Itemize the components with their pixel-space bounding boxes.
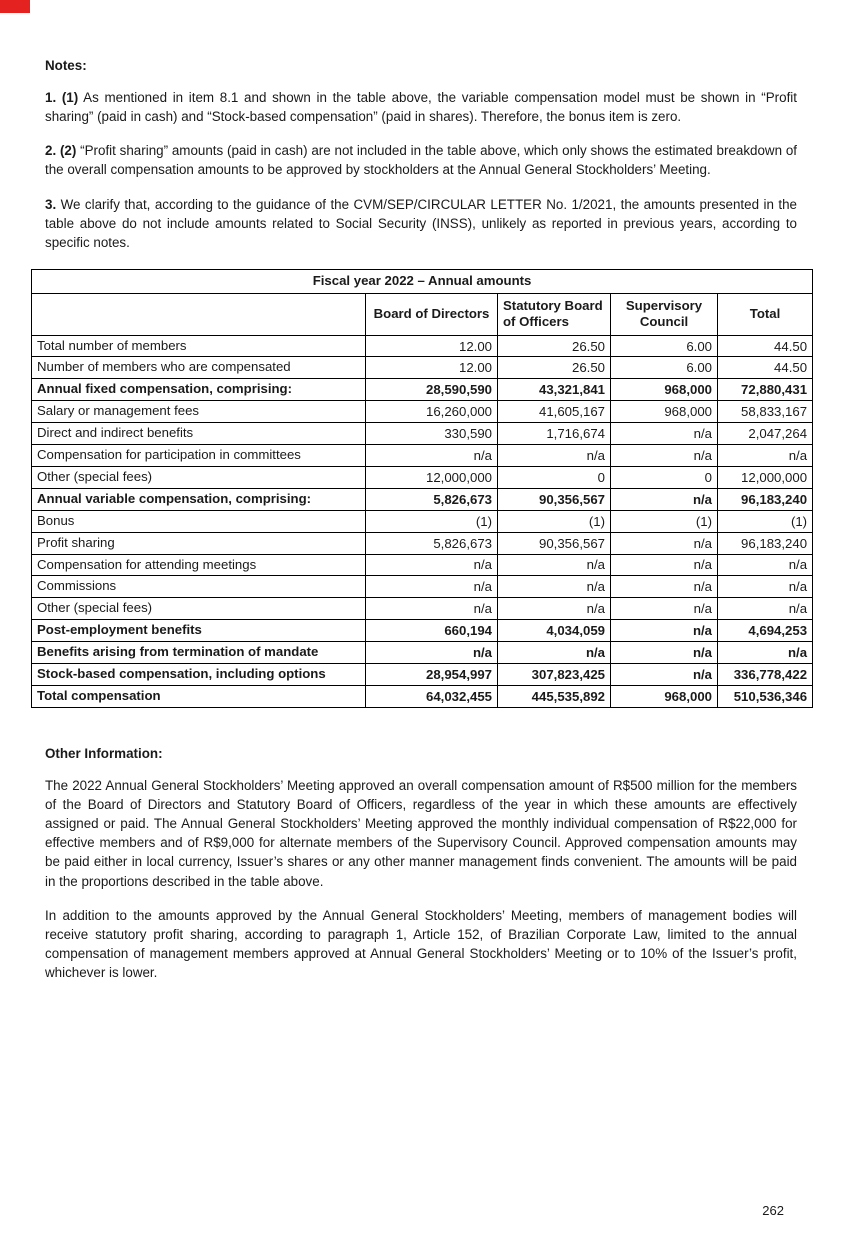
row-value: 5,826,673	[366, 488, 498, 510]
page-number: 262	[762, 1203, 784, 1218]
row-value: n/a	[498, 642, 611, 664]
table-row	[32, 357, 813, 379]
row-value: n/a	[366, 576, 498, 598]
table-row	[32, 466, 813, 488]
row-value: n/a	[366, 554, 498, 576]
row-value: 0	[498, 466, 611, 488]
column-header-statutory-board: Statutory Board of Officers	[498, 293, 611, 335]
row-value: 510,536,346	[718, 685, 813, 707]
table-row	[32, 401, 813, 423]
row-value: 96,183,240	[718, 488, 813, 510]
row-label: Annual fixed compensation, comprising:	[32, 379, 366, 401]
table-title: Fiscal year 2022 – Annual amounts	[32, 270, 813, 294]
table-row	[32, 445, 813, 467]
table-row	[32, 532, 813, 554]
row-label: Profit sharing	[32, 532, 366, 554]
table-title-row	[32, 270, 813, 294]
note-text: We clarify that, according to the guidance of the CVM/SEP/CIRCULAR LETTER No. 1/2021, the amounts presented in the table above do not include amounts related to Social Security (INSS), unlikely as reported in previous years, according to specific notes.	[45, 196, 797, 250]
other-information-heading: Other Information:	[45, 745, 163, 761]
row-label: Other (special fees)	[32, 598, 366, 620]
column-header-board-of-directors: Board of Directors	[366, 293, 498, 335]
row-value: n/a	[611, 598, 718, 620]
row-value: 72,880,431	[718, 379, 813, 401]
row-value: 336,778,422	[718, 663, 813, 685]
row-value: 44.50	[718, 335, 813, 357]
table-header-row	[32, 293, 813, 335]
page-corner-marker	[0, 0, 30, 13]
note-paragraph-3	[45, 195, 797, 252]
note-paragraph-2	[45, 141, 797, 179]
row-value: 12,000,000	[718, 466, 813, 488]
row-value: 660,194	[366, 620, 498, 642]
table-row	[32, 488, 813, 510]
row-value: n/a	[366, 445, 498, 467]
row-value: 96,183,240	[718, 532, 813, 554]
row-value: 12,000,000	[366, 466, 498, 488]
table-row	[32, 379, 813, 401]
row-value: n/a	[366, 642, 498, 664]
row-value: n/a	[498, 554, 611, 576]
row-value: n/a	[718, 554, 813, 576]
row-label: Number of members who are compensated	[32, 357, 366, 379]
row-value: 28,954,997	[366, 663, 498, 685]
row-value: 12.00	[366, 357, 498, 379]
table-body	[32, 335, 813, 707]
row-value: 4,034,059	[498, 620, 611, 642]
row-value: 330,590	[366, 423, 498, 445]
row-value: (1)	[718, 510, 813, 532]
row-value: 307,823,425	[498, 663, 611, 685]
row-value: 41,605,167	[498, 401, 611, 423]
column-header-supervisory-council: Supervisory Council	[611, 293, 718, 335]
row-value: (1)	[611, 510, 718, 532]
note-number: 1. (1)	[45, 90, 79, 105]
other-information-paragraph-2: In addition to the amounts approved by the Annual General Stockholders’ Meeting, members of management bodies will receive statutory profit sharing, according to paragraph 1, Article 152, of Brazilian Corporate Law, limited to the annual compensation of management members approved at Annual General Stockholders’ Meeting or to 10% of the Issuer’s profit, whichever is lower.	[45, 907, 797, 981]
other-information-section	[45, 746, 797, 983]
row-label: Other (special fees)	[32, 466, 366, 488]
row-value: n/a	[611, 488, 718, 510]
row-value: 6.00	[611, 357, 718, 379]
row-value: 1,716,674	[498, 423, 611, 445]
row-value: 0	[611, 466, 718, 488]
row-label: Benefits arising from termination of mandate	[32, 642, 366, 664]
row-value: n/a	[718, 445, 813, 467]
row-value: 28,590,590	[366, 379, 498, 401]
row-label: Total compensation	[32, 685, 366, 707]
row-value: n/a	[718, 576, 813, 598]
row-value: 26.50	[498, 335, 611, 357]
row-value: 58,833,167	[718, 401, 813, 423]
row-value: n/a	[498, 445, 611, 467]
row-value: 968,000	[611, 379, 718, 401]
row-label: Salary or management fees	[32, 401, 366, 423]
row-value: n/a	[611, 532, 718, 554]
compensation-table	[31, 269, 813, 708]
note-number: 2. (2)	[45, 143, 77, 159]
row-value: 968,000	[611, 401, 718, 423]
row-value: 26.50	[498, 357, 611, 379]
row-value: 43,321,841	[498, 379, 611, 401]
row-value: 445,535,892	[498, 685, 611, 707]
row-value: n/a	[718, 642, 813, 664]
table-row	[32, 598, 813, 620]
row-label: Commissions	[32, 576, 366, 598]
column-header-empty	[32, 293, 366, 335]
table-row	[32, 620, 813, 642]
row-value: 16,260,000	[366, 401, 498, 423]
row-value: n/a	[498, 598, 611, 620]
table-row	[32, 554, 813, 576]
table-row	[32, 510, 813, 532]
row-value: n/a	[611, 445, 718, 467]
note-text: “Profit sharing” amounts (paid in cash) are not included in the table above, which only shows the estimated breakdown of the overall compensation amounts to be approved by stockholders at the Annual General Stockholders’ Meeting.	[45, 143, 797, 178]
row-value: 5,826,673	[366, 532, 498, 554]
row-value: 44.50	[718, 357, 813, 379]
row-value: n/a	[611, 663, 718, 685]
row-value: 90,356,567	[498, 532, 611, 554]
row-value: n/a	[718, 598, 813, 620]
row-value: 90,356,567	[498, 488, 611, 510]
row-label: Bonus	[32, 510, 366, 532]
note-number: 3.	[45, 196, 57, 212]
row-value: 64,032,455	[366, 685, 498, 707]
row-label: Direct and indirect benefits	[32, 423, 366, 445]
table-section	[31, 269, 812, 708]
note-text: As mentioned in item 8.1 and shown in the table above, the variable compensation model must be shown in “Profit sharing” (paid in cash) and “Stock-based compensation” (paid in shares). Therefore, the bonus item is zero.	[45, 90, 797, 125]
table-row	[32, 685, 813, 707]
notes-section	[45, 0, 797, 252]
row-value: n/a	[611, 576, 718, 598]
row-label: Compensation for attending meetings	[32, 554, 366, 576]
table-row	[32, 423, 813, 445]
row-value: 6.00	[611, 335, 718, 357]
row-label: Annual variable compensation, comprising:	[32, 488, 366, 510]
row-label: Total number of members	[32, 335, 366, 357]
row-value: (1)	[498, 510, 611, 532]
table-row	[32, 663, 813, 685]
row-label: Compensation for participation in committees	[32, 445, 366, 467]
row-value: 968,000	[611, 685, 718, 707]
column-header-total: Total	[718, 293, 813, 335]
row-label: Stock-based compensation, including options	[32, 663, 366, 685]
row-value: n/a	[366, 598, 498, 620]
row-value: n/a	[611, 554, 718, 576]
row-value: n/a	[498, 576, 611, 598]
row-value: 4,694,253	[718, 620, 813, 642]
note-paragraph-1	[45, 88, 797, 126]
table-row	[32, 335, 813, 357]
row-value: n/a	[611, 642, 718, 664]
other-information-paragraph-1: The 2022 Annual General Stockholders’ Meeting approved an overall compensation amount of R$500 million for the members of the Board of Directors and Statutory Board of Officers, regardless of the year in which these amounts are effectively assigned or paid. The Annual General Stockholders’ Meeting approved the monthly individual compensation of R$22,000 for effective members and of R$9,000 for alternate members of the Supervisory Council. Approved compensation amounts may be paid either in local currency, Issuer’s shares or any other manner management finds convenient. The amounts will be paid in the proportions described in the table above.	[45, 777, 797, 889]
notes-heading: Notes:	[45, 58, 87, 73]
row-value: (1)	[366, 510, 498, 532]
row-value: n/a	[611, 620, 718, 642]
row-value: 12.00	[366, 335, 498, 357]
row-value: 2,047,264	[718, 423, 813, 445]
table-row	[32, 642, 813, 664]
table-row	[32, 576, 813, 598]
row-value: n/a	[611, 423, 718, 445]
row-label: Post-employment benefits	[32, 620, 366, 642]
